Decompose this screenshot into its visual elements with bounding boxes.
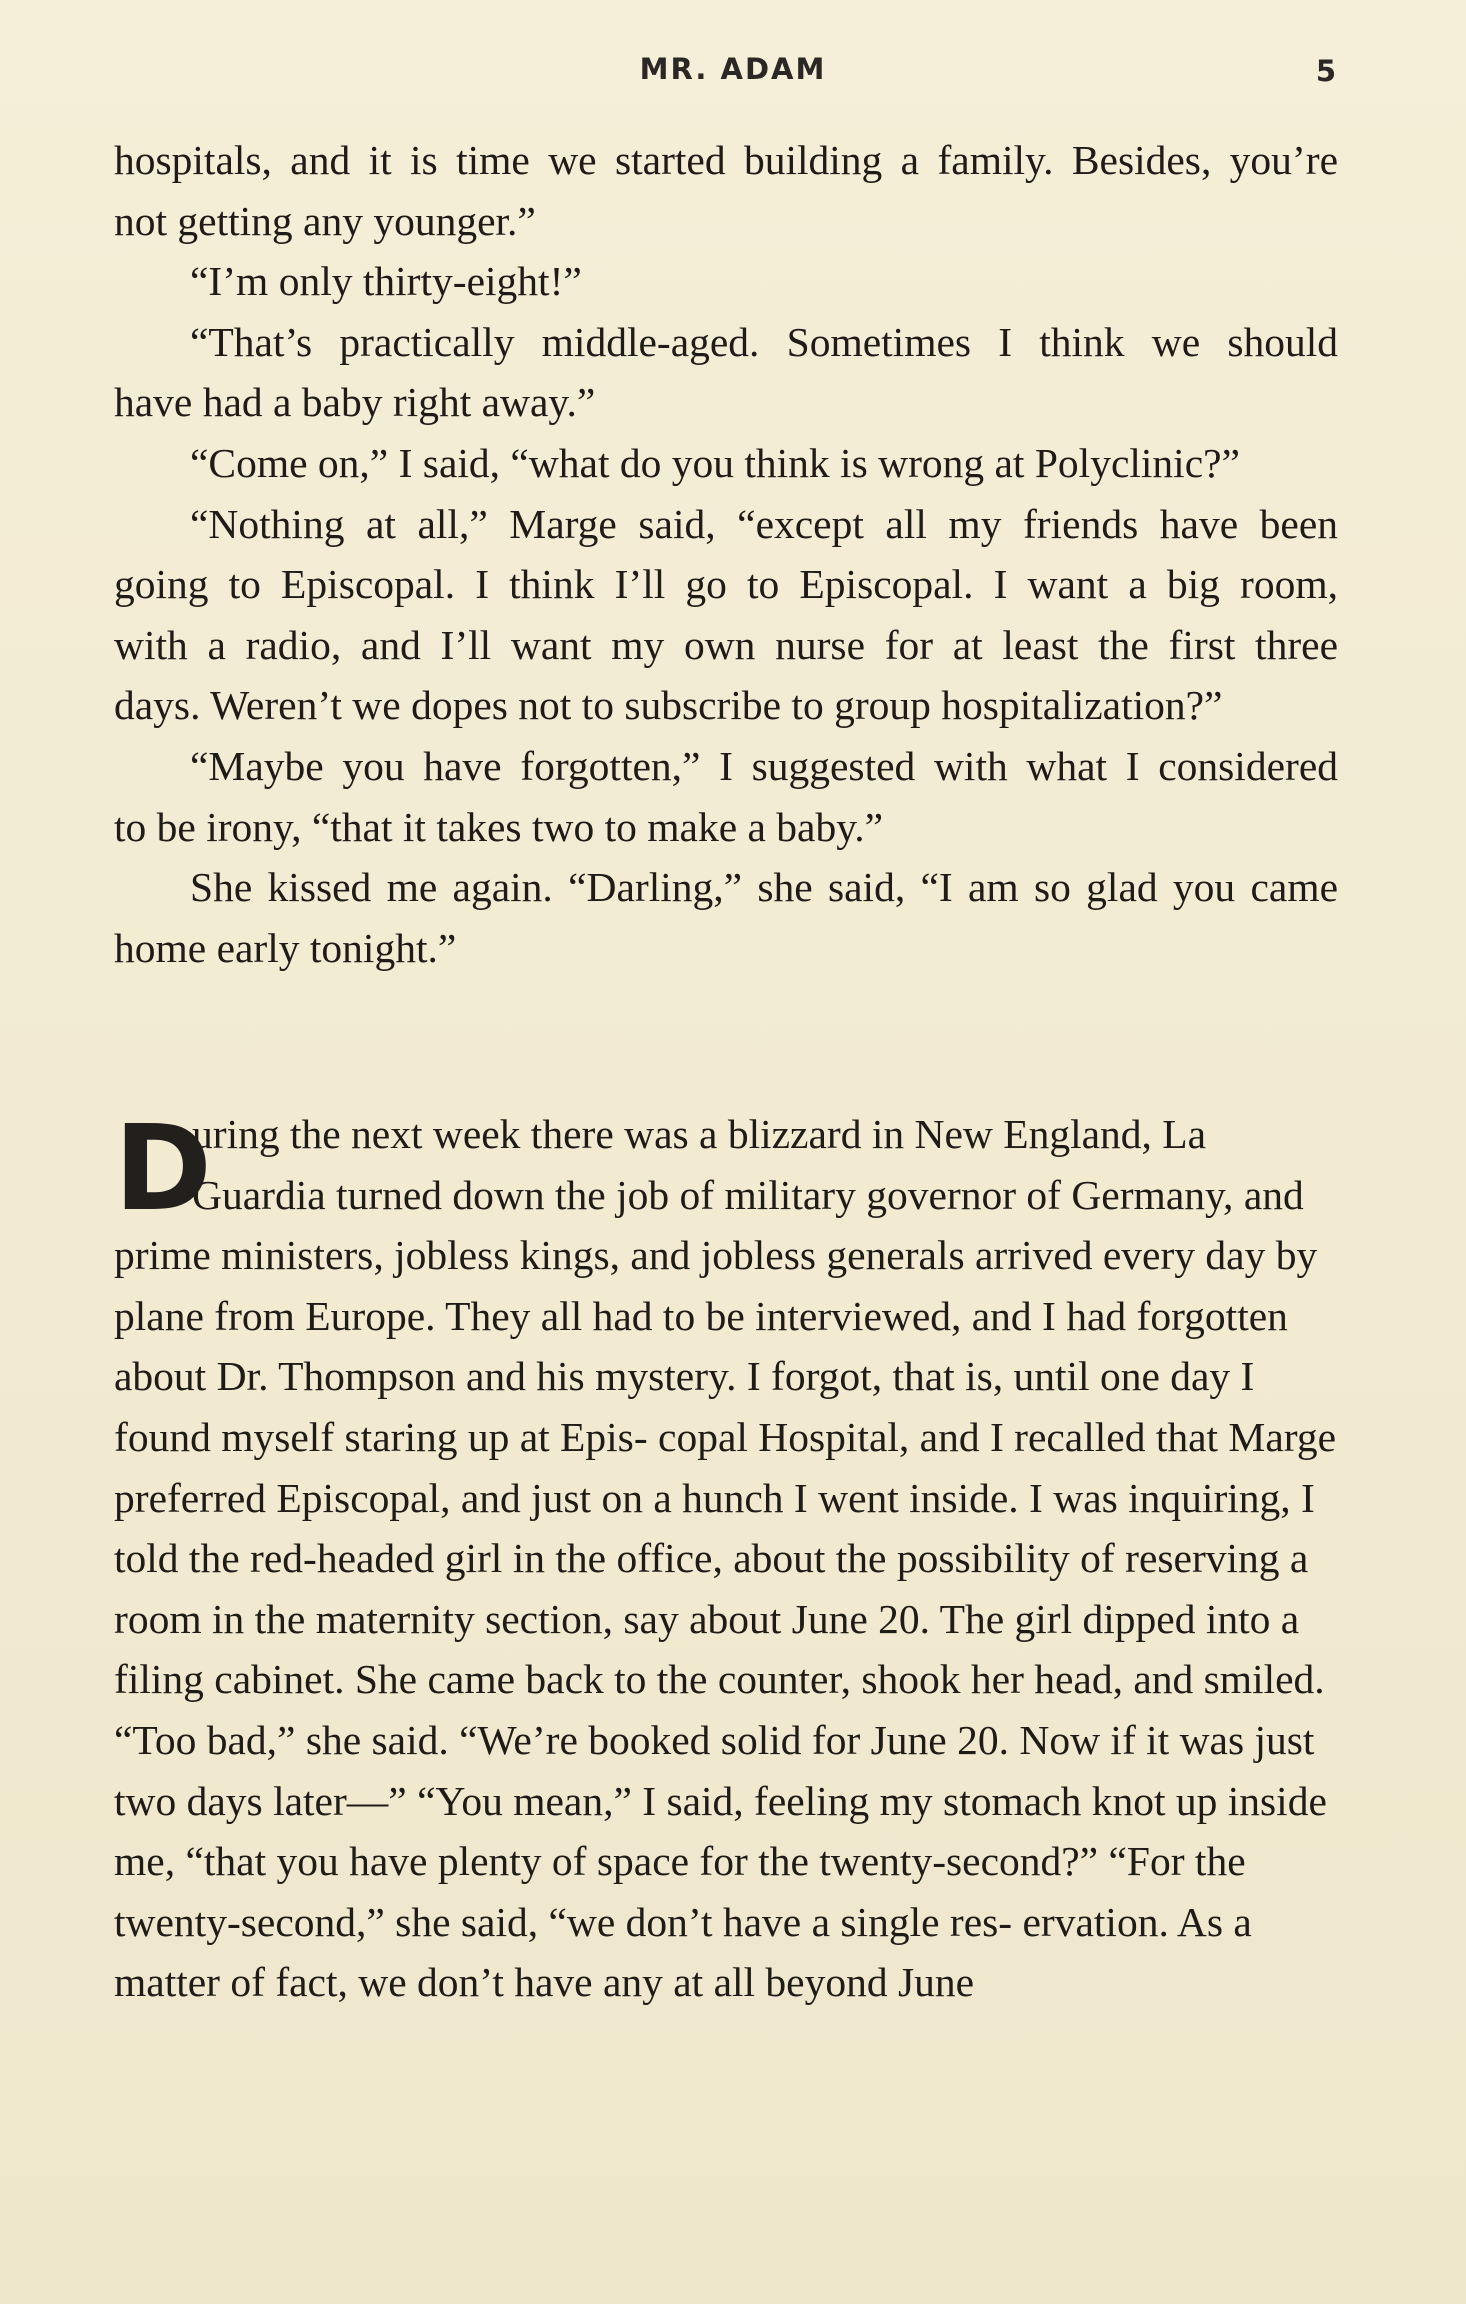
running-head bbox=[0, 52, 1466, 102]
text-line: days. Weren’t we dopes not to subscribe to group hospitalization?” bbox=[114, 682, 1223, 729]
text-line: uring the next week there was a blizzard in New England, La bbox=[192, 1111, 1207, 1157]
text-line: with a radio, and I’ll want my own nurse for at least the first three bbox=[114, 621, 1338, 668]
text-line: “Come on,” I said, “what do you think is wrong at Polyclinic?” bbox=[190, 439, 1240, 486]
text-line: home early tonight.” bbox=[114, 924, 457, 971]
running-head-title: MR. ADAM bbox=[639, 52, 827, 86]
text-line: to be irony, “that it takes two to make a baby.” bbox=[114, 803, 884, 850]
drop-cap: D bbox=[114, 1099, 212, 1237]
text-line: “You mean,” I said, feeling my stomach knot up inside me, “that bbox=[114, 1777, 1327, 1885]
section-2-text bbox=[114, 1099, 1338, 2013]
text-line: just on a hunch I went inside. bbox=[531, 1474, 1019, 1521]
text-line: June 20. The girl dipped into a filing cabinet. She came back to the bbox=[114, 1595, 1300, 1703]
text-line: hospitals, and it is time we started building a family. Besides, you’re bbox=[114, 137, 1338, 183]
text-line: going to Episcopal. I think I’ll go to Episcopal. I want a big room, bbox=[114, 561, 1338, 608]
section-1-text bbox=[114, 130, 1338, 978]
text-line: “For the twenty-second,” she said, “we don’t have a single res- bbox=[114, 1838, 1246, 1945]
text-line: I was inquiring, I told the red-headed girl in the office, about the bbox=[114, 1474, 1315, 1582]
text-line: you have plenty of space for the twenty-second?” bbox=[276, 1838, 1099, 1885]
text-line: possibility of reserving a room in the maternity section, say about bbox=[114, 1535, 1309, 1642]
text-line: ervation. As a matter of fact, we don’t have any at all beyond June bbox=[114, 1898, 1252, 2006]
text-line: “Nothing at all,” Marge said, “except all my friends have been bbox=[190, 500, 1338, 547]
text-line: I forgot, that is, until one day I found myself staring up at Epis- bbox=[114, 1353, 1255, 1460]
text-line: day by plane from Europe. They all had to be interviewed, and I had bbox=[114, 1232, 1318, 1339]
text-line: booked solid for June 20. Now if it was just two days later—” bbox=[114, 1716, 1315, 1824]
text-line: not getting any younger.” bbox=[114, 197, 536, 244]
text-line: Guardia turned down the job of military governor of Germany, bbox=[192, 1171, 1234, 1218]
text-line: have had a baby right away.” bbox=[114, 379, 596, 426]
text-line: She kissed me again. “Darling,” she said, “I am so glad you came bbox=[190, 864, 1338, 911]
text-line: and prime ministers, jobless kings, and jobless generals arrived every bbox=[114, 1171, 1304, 1279]
text-line: forgotten about Dr. Thompson and his mystery. bbox=[114, 1292, 1288, 1400]
text-line: “I’m only thirty-eight!” bbox=[190, 258, 582, 305]
text-line: “That’s practically middle-aged. Sometimes I think we should bbox=[190, 318, 1338, 365]
text-line: copal Hospital, and I recalled that Marge preferred Episcopal, and bbox=[114, 1413, 1336, 1521]
text-line: “Maybe you have forgotten,” I suggested with what I considered bbox=[190, 742, 1338, 789]
page-number: 5 bbox=[1315, 54, 1336, 88]
text-line: counter, shook her head, and smiled. “Too bad,” she said. “We’re bbox=[114, 1656, 1325, 1763]
